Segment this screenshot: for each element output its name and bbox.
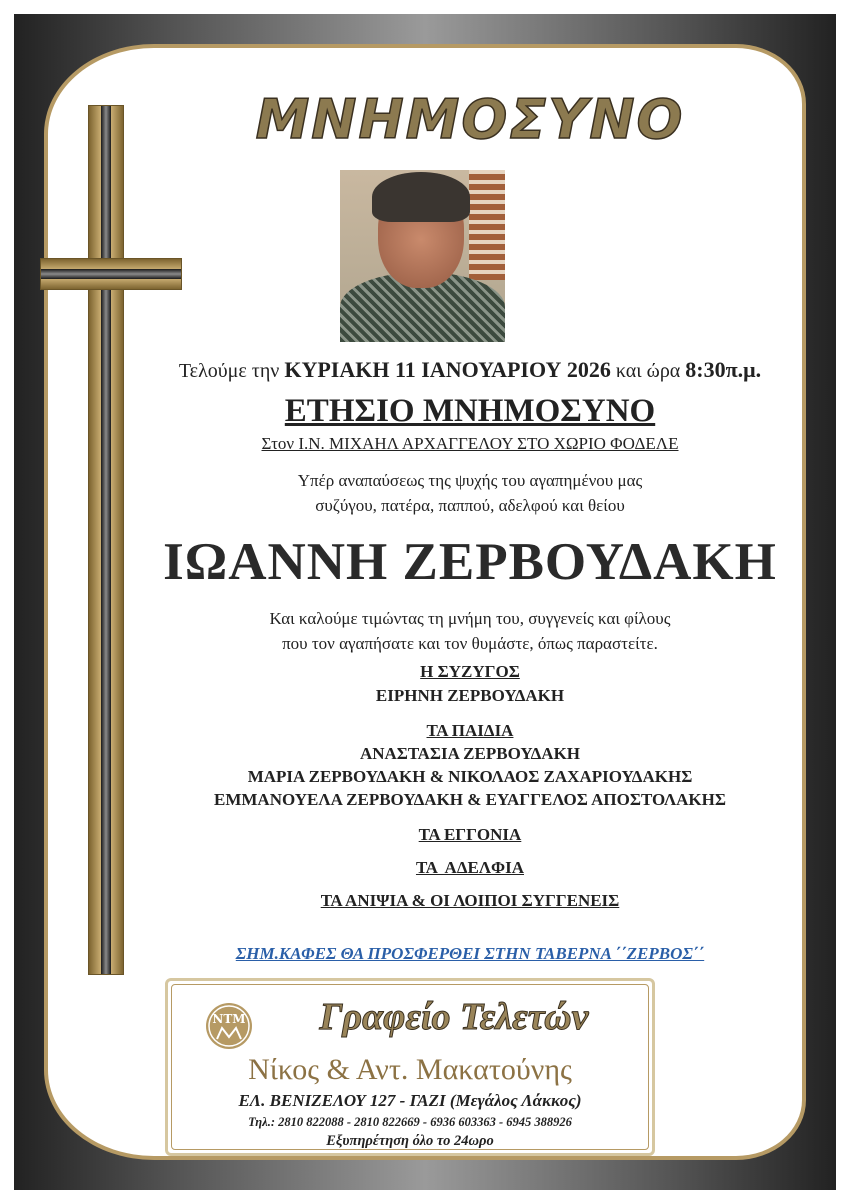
- funeral-office-box: [165, 978, 655, 1156]
- funeral-office-hours: Εξυπηρέτηση όλο το 24ωρο: [326, 1133, 494, 1149]
- funeral-office-title: Γραφείο Τελετών: [319, 996, 589, 1038]
- logo-text: ΝΤΜ: [212, 1012, 246, 1026]
- funeral-office-logo-icon: [204, 1001, 254, 1051]
- child-name: ΕΜΜΑΝΟΥΕΛΑ ΖΕΡΒΟΥΔΑΚΗ & ΕΥΑΓΓΕΛΟΣ ΑΠΟΣΤΟΛΑΚΗΣ: [214, 790, 726, 809]
- siblings-label: ΤΑ ΑΔΕΛΦΙΑ: [415, 858, 525, 877]
- service-datetime-line: [110, 357, 830, 383]
- invite-line-1: Και καλούμε τιμώντας τη μνήμη του, συγγενείς και φίλους: [269, 609, 671, 628]
- child-name: ΜΑΡΙΑ ΖΕΡΒΟΥΔΑΚΗ & ΝΙΚΟΛΑΟΣ ΖΑΧΑΡΙΟΥΔΑΚΗΣ: [247, 767, 693, 786]
- funeral-office-address: ΕΛ. ΒΕΝΙΖΕΛΟΥ 127 - ΓΑΖΙ (Μεγάλος Λάκκος): [238, 1091, 582, 1110]
- child-name: ΑΝΑΣΤΑΣΙΑ ΖΕΡΒΟΥΔΑΚΗ: [359, 744, 581, 763]
- deceased-name: ΙΩΑΝΝΗ ΖΕΡΒΟΥΔΑΚΗ: [163, 533, 777, 591]
- service-date: ΚΥΡΙΑΚΗ 11 ΙΑΝΟΥΑΡΙΟΥ 2026: [284, 357, 611, 382]
- photo-hair: [372, 172, 470, 222]
- service-time: 8:30π.μ.: [685, 357, 762, 382]
- coffee-note: ΣΗΜ.ΚΑΦΕΣ ΘΑ ΠΡΟΣΦΕΡΘΕΙ ΣΤΗΝ ΤΑΒΕΡΝΑ ΄΄ΖΕΡΒΟΣ΄΄: [235, 944, 705, 963]
- service-type: ΕΤΗΣΙΟ ΜΝΗΜΟΣΥΝΟ: [284, 393, 656, 429]
- portrait-photo: [340, 170, 505, 342]
- church-location: Στον Ι.Ν. ΜΙΧΑΗΛ ΑΡΧΑΓΓΕΛΟΥ ΣΤΟ ΧΩΡΙΟ ΦΟΔΕΛΕ: [261, 434, 679, 453]
- relatives-label: ΤΑ ΑΝΙΨΙΑ & ΟΙ ΛΟΙΠΟΙ ΣΥΓΓΕΝΕΙΣ: [320, 891, 620, 910]
- wife-name: ΕΙΡΗΝΗ ΖΕΡΒΟΥΔΑΚΗ: [375, 686, 565, 705]
- cross-horizontal-beam: [40, 258, 182, 290]
- prayer-line-2: συζύγου, πατέρα, παππού, αδελφού και θείου: [315, 496, 625, 515]
- prayer-line-1: Υπέρ αναπαύσεως της ψυχής του αγαπημένου μας: [297, 471, 643, 490]
- service-mid: και ώρα: [615, 360, 681, 382]
- wife-label: Η ΣΥΖΥΓΟΣ: [420, 662, 520, 681]
- funeral-office-owners: Νίκος & Αντ. Μακατούνης: [248, 1053, 572, 1086]
- children-label: ΤΑ ΠΑΙΔΙΑ: [426, 721, 514, 740]
- service-prefix: Τελούμε την: [178, 360, 280, 382]
- invitation-text: [110, 606, 830, 656]
- funeral-office-phones: Τηλ.: 2810 822088 - 2810 822669 - 6936 603363 - 6945 388926: [248, 1115, 572, 1129]
- grandchildren-label: ΤΑ ΕΓΓΟΝΙΑ: [418, 825, 522, 844]
- page-title: ΜΝΗΜΟΣΥΝΟ: [255, 88, 685, 151]
- invite-line-2: που τον αγαπήσατε και τον θυμάστε, όπως παραστείτε.: [282, 634, 658, 653]
- prayer-text: [110, 468, 830, 518]
- photo-background-slats: [469, 170, 505, 280]
